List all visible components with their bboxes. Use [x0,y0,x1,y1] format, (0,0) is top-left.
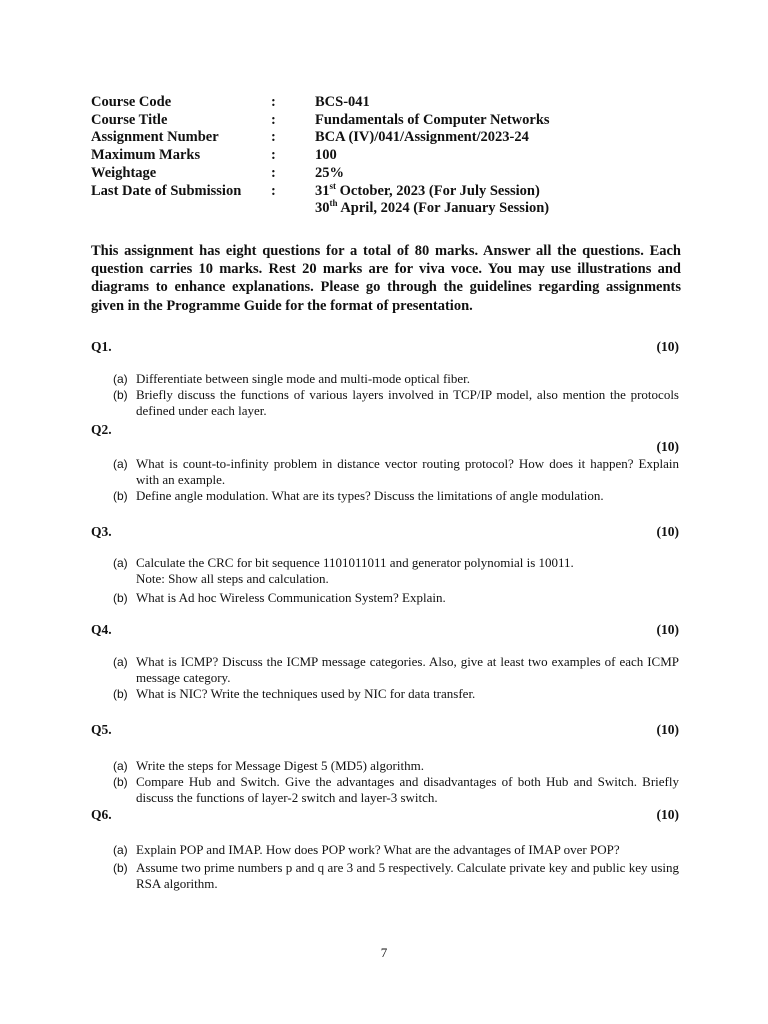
question-3-note: Note: Show all steps and calculation. [136,571,329,586]
assignment-number-value: BCA (IV)/041/Assignment/2023-24 [315,129,529,146]
question-1-part-a: (a) Differentiate between single mode and multi-mode optical fiber. [113,371,471,386]
colon: : [271,182,276,199]
last-date-label: Last Date of Submission [91,182,242,199]
question-number: Q2. [91,422,112,437]
question-2-part-b: (b) Define angle modulation. What are its types? Discuss the limitations of angle modulation. [113,488,604,503]
page-number: 7 [380,945,388,960]
last-date-value [315,180,691,218]
weightage-label: Weightage [91,164,157,181]
question-5-part-b: (b) Compare Hub and Switch. Give the advantages and disadvantages of both Hub and Switch. Briefly discuss the functions of layer-2 switch and layer-3 switch. [113,774,679,805]
colon: : [271,147,276,164]
january-session-date: 30th April, 2024 (For January Session) [315,198,550,217]
question-3-heading [91,524,679,542]
weightage-row [91,165,691,183]
question-number: Q3. [91,524,112,539]
question-1-part-b: (b) Briefly discuss the functions of various layers involved in TCP/IP model, also mention the protocols defined under each layer. [113,387,679,418]
question-number: Q4. [91,622,112,637]
weightage-value: 25% [315,164,344,181]
question-4-part-a: (a) What is ICMP? Discuss the ICMP message categories. Also, give at least two examples of each ICMP message category. [113,654,679,685]
course-code-label: Course Code [91,94,172,110]
question-1-heading [91,339,679,357]
question-number: Q6. [91,807,112,822]
question-4-heading [91,622,679,640]
question-marks: (10) [656,524,679,539]
question-4-part-b: (b) What is NIC? Write the techniques used by NIC for data transfer. [113,686,476,701]
course-title-row [91,112,691,130]
question-3-part-a: (a) Calculate the CRC for bit sequence 1101011011 and generator polynomial is 10011. Note: Show all steps and calculation. [113,555,679,587]
question-marks: (10) [656,722,679,737]
question-5-part-a: (a) Write the steps for Message Digest 5 (MD5) algorithm. [113,758,424,773]
assignment-number-row [91,129,691,147]
colon: : [271,129,276,146]
course-info-table [91,94,691,218]
question-2-heading [91,422,679,440]
maximum-marks-label: Maximum Marks [91,147,201,164]
question-marks: (10) [656,622,679,637]
question-number: Q1. [91,339,112,354]
colon: : [271,164,276,181]
course-code-value: BCS-041 [315,94,370,110]
question-5-heading [91,722,679,740]
question-6-part-a: (a) Explain POP and IMAP. How does POP work? What are the advantages of IMAP over POP? [113,842,620,857]
maximum-marks-row [91,147,691,165]
colon: : [271,94,276,110]
assignment-number-label: Assignment Number [91,129,219,146]
assignment-instructions: This assignment has eight questions for a total of 80 marks. Answer all the questions. Each question carries 10 marks. Rest 20 marks are for viva voce. You may use illustrations and diagrams to enhance explanations. Please go through the guidelines regarding assignments given in the Programme Guide for the format of presentation. [91,243,681,314]
course-title-value: Fundamentals of Computer Networks [315,111,550,128]
question-2-part-a: (a) What is count-to-infinity problem in distance vector routing protocol? How does it happen? Explain with an example. [113,456,679,487]
course-code-row [91,94,691,112]
question-marks: (10) [656,807,679,822]
question-3-part-b: (b) What is Ad hoc Wireless Communication System? Explain. [113,590,446,605]
july-session-date: 31st October, 2023 (For July Session) [315,180,540,199]
maximum-marks-value: 100 [315,147,337,164]
question-marks: (10) [656,339,679,354]
question-6-heading [91,807,679,825]
last-date-row [91,183,691,218]
question-number: Q5. [91,722,112,737]
question-6-part-b: (b) Assume two prime numbers p and q are 3 and 5 respectively. Calculate private key and public key using RSA algorithm. [113,860,679,891]
colon: : [271,111,276,128]
course-title-label: Course Title [91,111,168,128]
question-2-marks: (10) [656,439,679,454]
